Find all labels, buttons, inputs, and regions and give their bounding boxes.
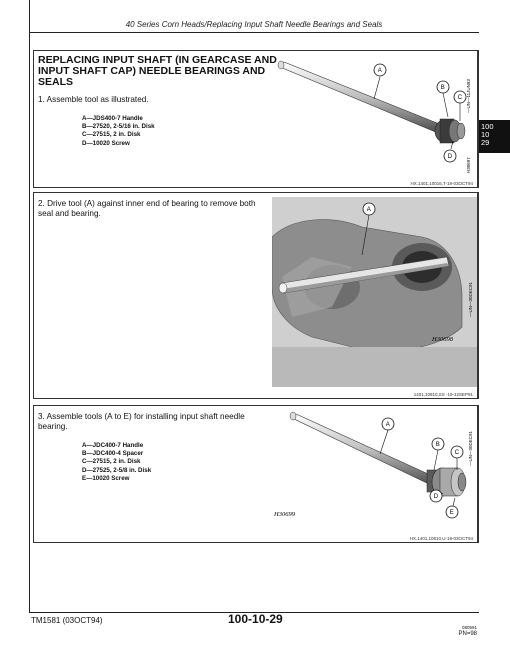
svg-text:D: D <box>433 494 439 501</box>
step-1-text: 1. Assemble tool as illustrated. <box>38 95 149 104</box>
callout-b <box>432 438 444 450</box>
part-item: D—27525, 2-5/8 in. Disk <box>82 466 152 474</box>
tool-illustration-3 <box>272 408 477 530</box>
part-item: A—JDS400-7 Handle <box>82 115 143 122</box>
page-number: 100-10-29 <box>228 612 283 626</box>
tab-line: 29 <box>481 137 490 147</box>
callout-a <box>363 203 375 215</box>
figure-label: H30698 <box>432 336 453 343</box>
figure-label: H30699 <box>274 511 295 518</box>
callout-d <box>430 490 442 502</box>
svg-text:B: B <box>435 442 440 449</box>
footer-code: 080591 <box>461 625 477 630</box>
tab-line: 100 <box>481 122 494 131</box>
panel-rule <box>478 405 479 543</box>
svg-text:B: B <box>440 85 445 92</box>
figure-tool-1 <box>272 53 477 175</box>
svg-text:E: E <box>449 510 454 517</box>
section-heading: REPLACING INPUT SHAFT (IN GEARCASE AND INPUT SHAFT CAP) NEEDLE BEARINGS AND SEALS <box>38 54 277 88</box>
figure-side-label: —UN—30DEC91 <box>468 430 473 466</box>
step-3-text: 3. Assemble tools (A to E) for installing input shaft needle bearing. <box>38 412 245 431</box>
panel-tool-assembly <box>33 50 478 188</box>
svg-text:D: D <box>447 154 453 161</box>
reference-code: HX,1401,10016,T-19-03OCT94 <box>410 181 473 186</box>
svg-text:A: A <box>385 422 390 429</box>
part-item: D—10020 Screw <box>82 139 130 147</box>
svg-text:C: C <box>457 95 463 102</box>
callout-a <box>374 64 386 76</box>
part-item: A—JDC400-7 Handle <box>82 442 144 449</box>
part-item: B—27520, 2-5/16 in. Disk <box>82 123 155 131</box>
tool-illustration-1 <box>272 53 477 175</box>
page-left-rule <box>29 0 30 612</box>
parts-list-3 <box>82 442 151 483</box>
panel-install-tools <box>33 405 478 543</box>
callout-b <box>437 81 449 93</box>
figure-side-label: —UN—11JUN93 <box>466 79 471 113</box>
part-item: C—27515, 2 in. Disk <box>82 458 141 466</box>
callout-c <box>454 91 466 103</box>
callout-c <box>451 446 463 458</box>
panel-rule <box>478 192 479 399</box>
section-tab <box>479 120 510 153</box>
svg-text:A: A <box>377 68 382 75</box>
part-item: C—27515, 2 in. Disk <box>82 131 141 139</box>
callout-e <box>446 506 458 518</box>
gearcase-photo-drawing <box>272 197 477 387</box>
figure-tool-3 <box>272 408 477 530</box>
panel-drive-tool <box>33 192 478 399</box>
svg-text:C: C <box>454 450 460 457</box>
reference-code: HX,1401,10810,U-19-03OCT94 <box>409 536 473 541</box>
svg-text:A: A <box>366 207 371 214</box>
manual-id: TM1581 (03OCT94) <box>31 616 103 625</box>
callout-a <box>382 418 394 430</box>
page-pn: PN=98 <box>458 631 477 637</box>
running-head: 40 Series Corn Heads/Replacing Input Shaft Needle Bearings and Seals <box>125 20 383 29</box>
figure-id: H30697 <box>466 157 471 173</box>
parts-list-1 <box>82 115 155 148</box>
header-rule <box>29 32 479 33</box>
figure-side-label: —UN—30DEC91 <box>468 281 473 317</box>
reference-code: 1401,10810,SS -19-12SEP91 <box>413 392 473 397</box>
photo-gearcase <box>272 197 477 387</box>
part-item: B—JDC400-4 Spacer <box>82 450 144 458</box>
panel-rule <box>478 50 479 188</box>
part-item: E—10020 Screw <box>82 474 130 482</box>
callout-d <box>444 150 456 162</box>
tab-line: 10 <box>481 129 490 139</box>
step-2-text: 2. Drive tool (A) against inner end of bearing to remove both seal and bearing. <box>38 199 256 218</box>
